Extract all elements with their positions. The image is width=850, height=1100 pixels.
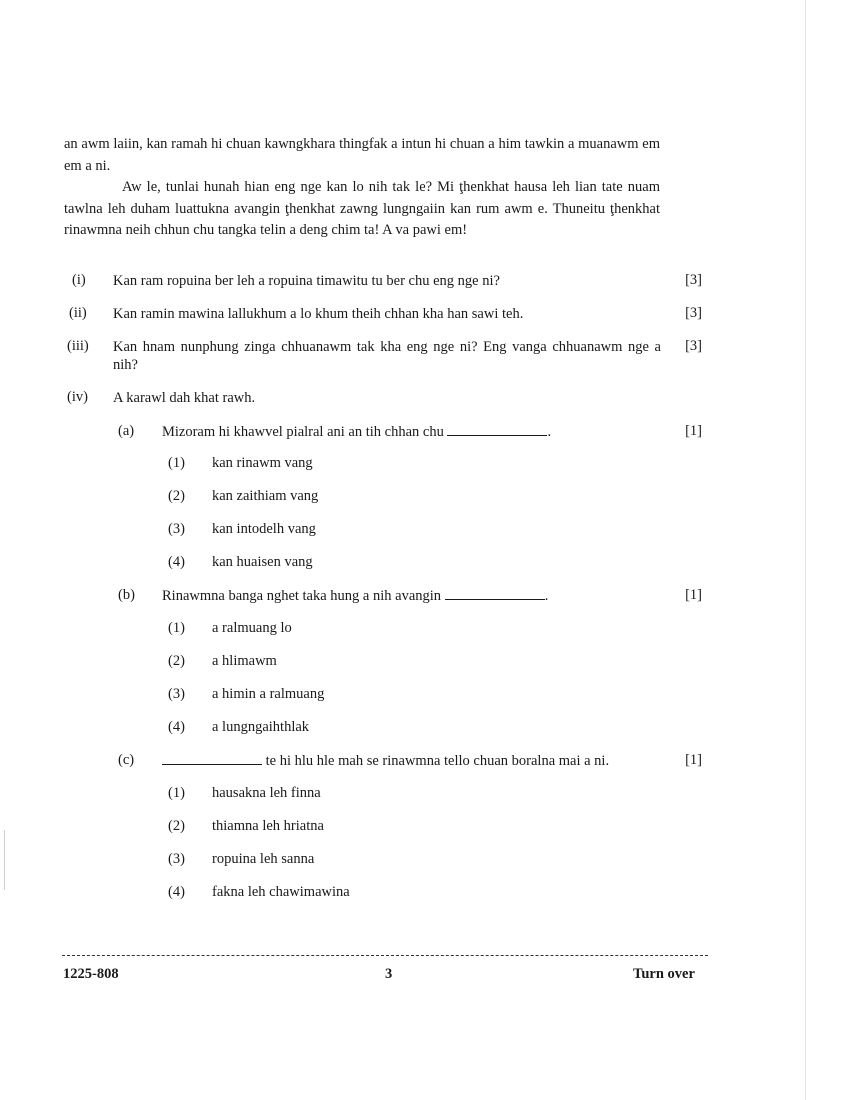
sub-question-text	[162, 752, 609, 770]
option-number: (3)	[168, 521, 185, 537]
footer-divider	[62, 955, 708, 956]
option-text: kan intodelh vang	[212, 521, 316, 537]
option-text: fakna leh chawimawina	[212, 884, 350, 900]
option-text: kan zaithiam vang	[212, 488, 319, 504]
question-text: Kan hnam nunphung zinga chhuanawm tak kha eng nge ni? Eng vanga chhuanawm nge a nih?	[113, 339, 661, 373]
option-text: a himin a ralmuang	[212, 686, 325, 702]
sub-question-text-after: .	[544, 588, 549, 604]
option-number: (2)	[168, 488, 185, 504]
option-text: kan huaisen vang	[212, 554, 313, 570]
option-number: (3)	[168, 686, 185, 702]
question-marks: [3]	[685, 338, 702, 354]
page-edge	[805, 0, 806, 1100]
answer-blank[interactable]	[445, 587, 545, 600]
question-text: A karawl dah khat rawh.	[113, 390, 256, 406]
sub-question-text-before: Mizoram hi khawvel pialral ani an tih chhan chu	[162, 424, 444, 440]
sub-question-text	[162, 423, 551, 441]
option-number: (3)	[168, 851, 185, 867]
option-text: ropuina leh sanna	[212, 851, 315, 867]
option-number: (4)	[168, 884, 185, 900]
turn-over-label: Turn over	[633, 966, 695, 982]
option-number: (4)	[168, 554, 185, 570]
question-marks: [3]	[685, 305, 702, 321]
page-number: 3	[385, 966, 393, 982]
sub-question-marks: [1]	[685, 423, 702, 439]
question-text: Kan ramin mawina lallukhum a lo khum theih chhan kha han sawi teh.	[113, 306, 524, 322]
option-text: a lungngaihthlak	[212, 719, 310, 735]
option-text: a ralmuang lo	[212, 620, 292, 636]
answer-blank[interactable]	[447, 423, 547, 436]
sub-question-text-before: Rinawmna banga nghet taka hung a nih avangin	[162, 588, 442, 604]
option-text: thiamna leh hriatna	[212, 818, 324, 834]
answer-blank[interactable]	[162, 752, 262, 765]
question-text: Kan ram ropuina ber leh a ropuina timawitu tu ber chu eng nge ni?	[113, 273, 500, 289]
question-number: (i)	[72, 272, 86, 288]
sub-question-marks: [1]	[685, 587, 702, 603]
passage-paragraph-1: an awm laiin, kan ramah hi chuan kawngkhara thingfak a intun hi chuan a him tawkin a muanawm em em a ni.	[64, 136, 660, 174]
sub-question-text-after: te hi hlu hle mah se rinawmna tello chuan boralna mai a ni.	[265, 753, 610, 769]
sub-question-text-after: .	[547, 424, 552, 440]
question-marks: [3]	[685, 272, 702, 288]
question-number: (iii)	[67, 338, 89, 354]
option-text: a hlimawm	[212, 653, 277, 669]
option-text: kan rinawm vang	[212, 455, 313, 471]
option-number: (2)	[168, 653, 185, 669]
option-number: (1)	[168, 620, 185, 636]
option-number: (1)	[168, 785, 185, 801]
passage-paragraph-2: Aw le, tunlai hunah hian eng nge kan lo nih tak le? Mi ţhenkhat hausa leh lian tate nuam tawlna leh duham luattukna avangin ţhenkhat zawng lungngaiin kan rum awm e. Thuneitu ţhenkhat rinawmna neih chhun chu tangka telin a deng chim ta! A va pawi em!	[64, 179, 660, 239]
option-text: hausakna leh finna	[212, 785, 321, 801]
sub-question-label: (a)	[118, 423, 135, 439]
passage	[64, 134, 660, 242]
sub-question-text	[162, 587, 548, 605]
sub-question-label: (c)	[118, 752, 135, 768]
scan-mark	[4, 830, 5, 890]
option-number: (4)	[168, 719, 185, 735]
sub-question-marks: [1]	[685, 752, 702, 768]
question-number: (ii)	[69, 305, 87, 321]
paper-code: 1225-808	[63, 966, 119, 982]
question-number: (iv)	[67, 389, 88, 405]
option-number: (2)	[168, 818, 185, 834]
sub-question-label: (b)	[118, 587, 135, 603]
option-number: (1)	[168, 455, 185, 471]
